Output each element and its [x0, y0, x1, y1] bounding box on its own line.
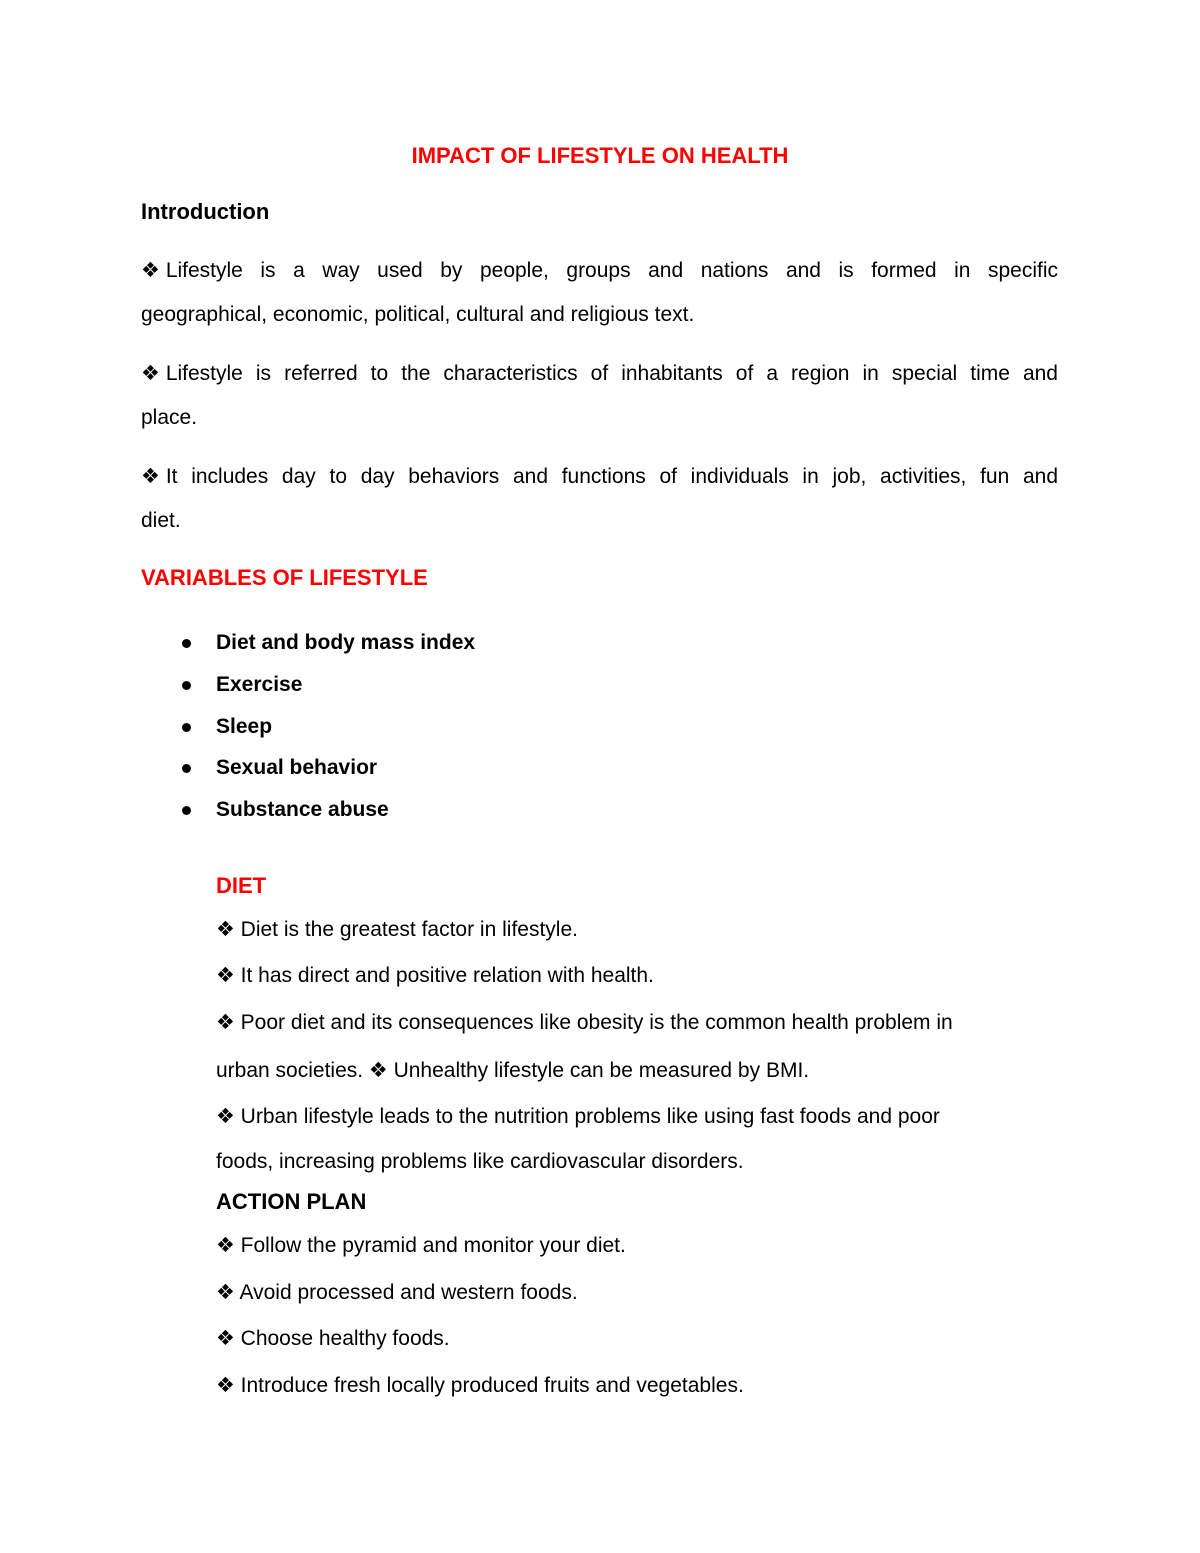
diet-line-2: ❖ It has direct and positive relation with health.: [216, 964, 654, 987]
list-item: Diet and body mass index: [180, 622, 475, 664]
intro-paragraph-2-line-1: Lifestyle is referred to the characteristics of inhabitants of a region in special time and: [165, 362, 1058, 385]
introduction-heading: Introduction: [141, 199, 270, 224]
bullet-dot-icon: [182, 806, 191, 815]
diet-line-3: ❖ Poor diet and its consequences like obesity is the common health problem in: [216, 1011, 953, 1034]
action-plan-line-1: ❖ Follow the pyramid and monitor your diet.: [216, 1234, 626, 1257]
diet-line-1: ❖ Diet is the greatest factor in lifestyle.: [216, 918, 578, 941]
list-item: Sleep: [180, 706, 475, 748]
diet-line-5: ❖ Urban lifestyle leads to the nutrition problems like using fast foods and poor: [216, 1105, 940, 1128]
list-item: Exercise: [180, 664, 475, 706]
bullet-dot-icon: [182, 639, 191, 648]
intro-paragraph-3-line-2: diet.: [141, 509, 181, 532]
diamond-bullet-icon: ❖: [141, 465, 160, 488]
action-plan-line-3: ❖ Choose healthy foods.: [216, 1327, 450, 1350]
diet-line-6: foods, increasing problems like cardiovascular disorders.: [216, 1150, 744, 1173]
intro-paragraph-1-line-1: Lifestyle is a way used by people, groups and nations and is formed in specific: [165, 259, 1058, 282]
intro-paragraph-3: [141, 455, 1058, 543]
diamond-bullet-icon: ❖: [141, 362, 160, 385]
bullet-dot-icon: [182, 764, 191, 773]
diet-line-4: urban societies. ❖ Unhealthy lifestyle can be measured by BMI.: [216, 1059, 810, 1082]
intro-paragraph-2-line-2: place.: [141, 406, 198, 429]
variables-list: [180, 622, 475, 831]
intro-paragraph-1-line-2: geographical, economic, political, cultural and religious text.: [141, 303, 695, 326]
list-item: Substance abuse: [180, 789, 475, 831]
intro-paragraph-3-line-1: It includes day to day behaviors and functions of individuals in job, activities, fun and: [165, 465, 1058, 488]
bullet-dot-icon: [182, 681, 191, 690]
action-plan-line-4: ❖ Introduce fresh locally produced fruits and vegetables.: [216, 1374, 744, 1397]
intro-paragraph-1: [141, 249, 1058, 337]
action-plan-line-2: ❖ Avoid processed and western foods.: [216, 1281, 578, 1304]
variables-heading: VARIABLES OF LIFESTYLE: [141, 565, 428, 590]
diamond-bullet-icon: ❖: [141, 259, 160, 282]
bullet-dot-icon: [182, 723, 191, 732]
document-title: IMPACT OF LIFESTYLE ON HEALTH: [411, 143, 789, 168]
action-plan-heading: ACTION PLAN: [216, 1189, 367, 1214]
diet-heading: DIET: [216, 873, 267, 898]
intro-paragraph-2: [141, 352, 1058, 440]
list-item: Sexual behavior: [180, 747, 475, 789]
